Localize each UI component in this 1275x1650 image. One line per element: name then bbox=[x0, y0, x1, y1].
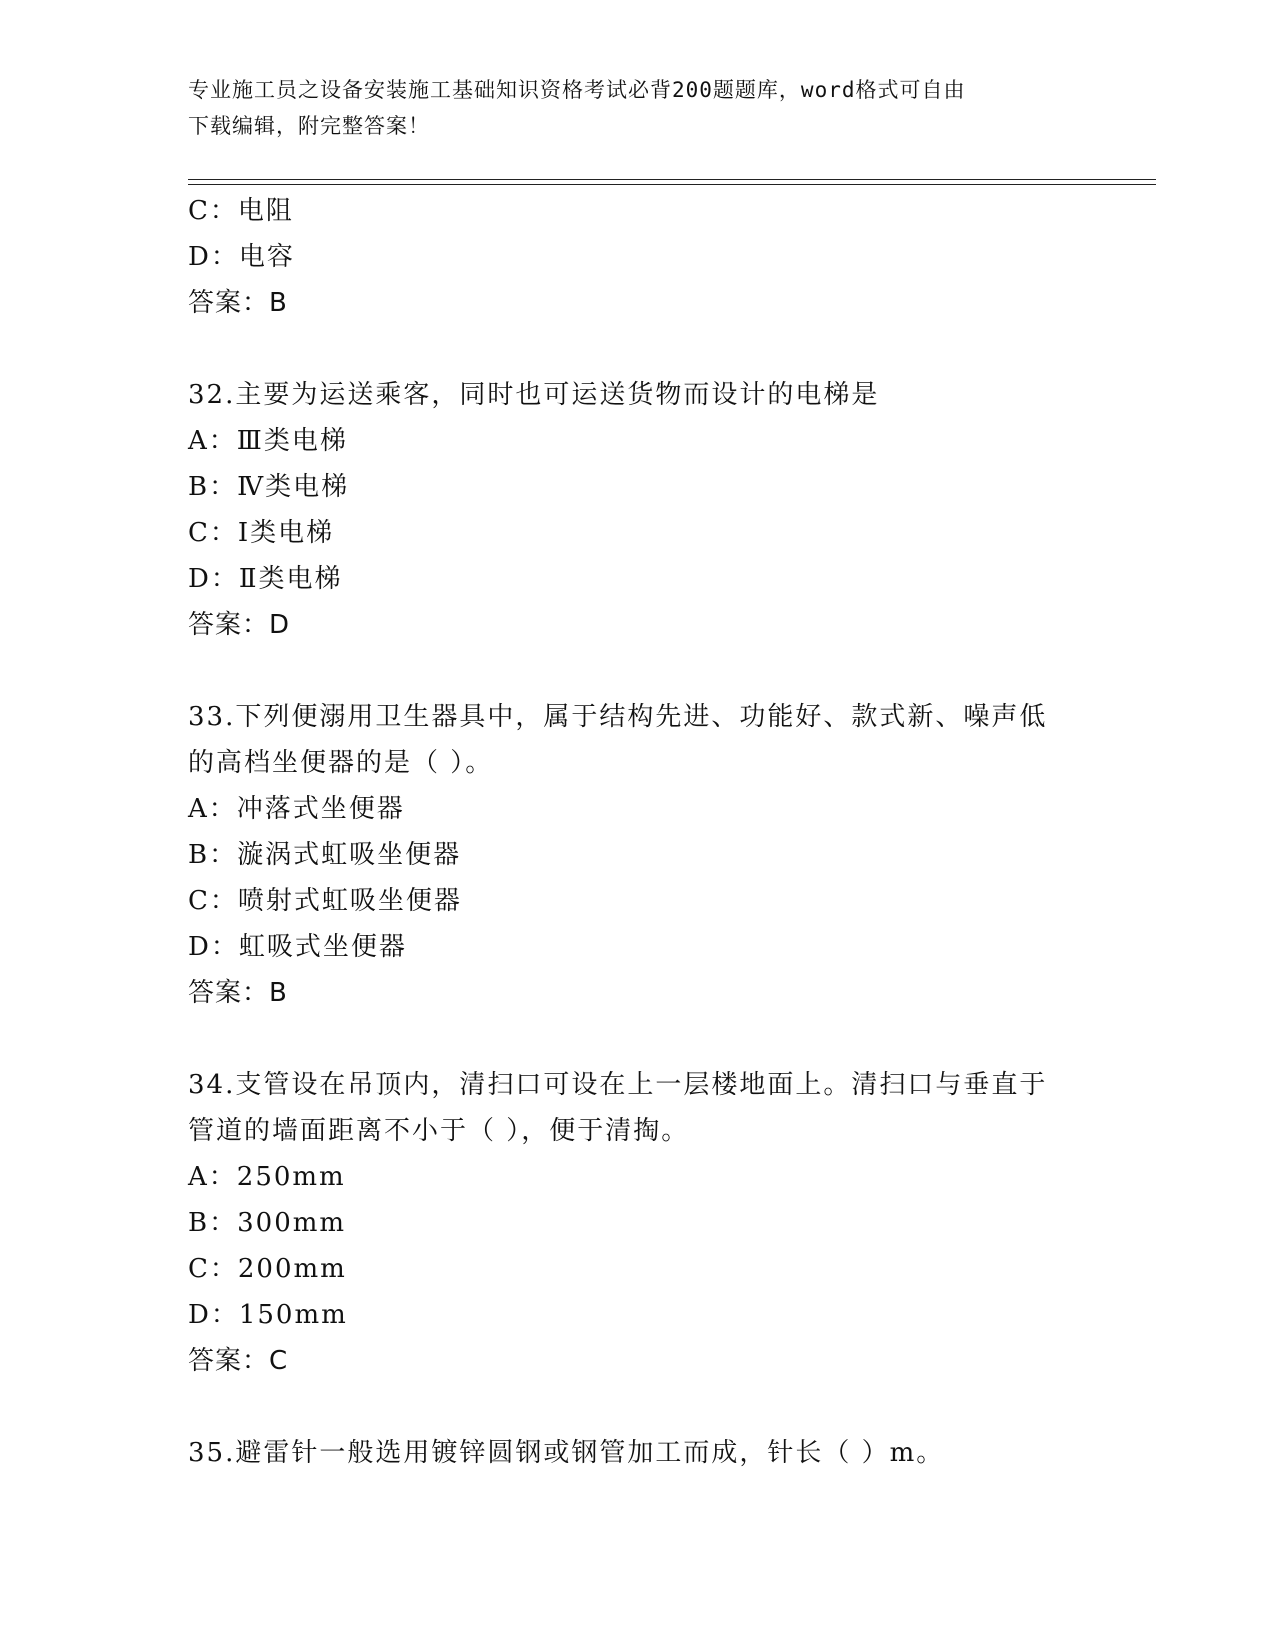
question-stem: 32.主要为运送乘客，同时也可运送货物而设计的电梯是 bbox=[188, 380, 880, 410]
spacer bbox=[188, 1016, 1088, 1062]
question-stem: 34.支管设在吊顶内，清扫口可设在上一层楼地面上。清扫口与垂直于 bbox=[188, 1070, 1048, 1100]
option-a: A：250mm bbox=[188, 1162, 346, 1192]
header-divider-top bbox=[188, 179, 1156, 180]
page-header bbox=[188, 72, 1068, 144]
question-33 bbox=[188, 694, 1088, 1016]
question-35 bbox=[188, 1430, 1088, 1476]
option-d: D：150mm bbox=[188, 1300, 348, 1330]
option-a: A：Ⅲ类电梯 bbox=[188, 426, 348, 456]
question-stem: 35.避雷针一般选用镀锌圆钢或钢管加工而成，针长（ ）m。 bbox=[188, 1438, 945, 1468]
option-a: A：冲落式坐便器 bbox=[188, 794, 405, 824]
question-34 bbox=[188, 1062, 1088, 1384]
question-32 bbox=[188, 372, 1088, 648]
option-d: D：虹吸式坐便器 bbox=[188, 932, 407, 962]
answer-line: 答案：B bbox=[188, 978, 288, 1008]
header-line-2: 下载编辑，附完整答案！ bbox=[188, 114, 430, 138]
spacer bbox=[188, 648, 1088, 694]
question-stem-continued: 管道的墙面距离不小于（ ），便于清掏。 bbox=[188, 1116, 690, 1146]
option-c: C：Ⅰ类电梯 bbox=[188, 518, 335, 548]
spacer bbox=[188, 326, 1088, 372]
spacer bbox=[188, 1384, 1088, 1430]
answer-line: 答案：D bbox=[188, 610, 291, 640]
header-line-1: 专业施工员之设备安装施工基础知识资格考试必背200题题库，word格式可自由 bbox=[188, 78, 966, 102]
option-d: D：Ⅱ类电梯 bbox=[188, 564, 343, 594]
header-divider-bottom bbox=[188, 184, 1156, 185]
answer-line: 答案：C bbox=[188, 1346, 289, 1376]
option-c: C：喷射式虹吸坐便器 bbox=[188, 886, 462, 916]
option-b: B：Ⅳ类电梯 bbox=[188, 472, 350, 502]
question-stem: 33.下列便溺用卫生器具中，属于结构先进、功能好、款式新、噪声低 bbox=[188, 702, 1048, 732]
previous-question-tail bbox=[188, 188, 1088, 326]
option-b: B：漩涡式虹吸坐便器 bbox=[188, 840, 462, 870]
option-c: C：200mm bbox=[188, 1254, 347, 1284]
answer-line: 答案：B bbox=[188, 288, 288, 318]
option-c: C：电阻 bbox=[188, 196, 294, 226]
option-d: D：电容 bbox=[188, 242, 295, 272]
option-b: B：300mm bbox=[188, 1208, 347, 1238]
document-body bbox=[188, 188, 1088, 1476]
question-stem-continued: 的高档坐便器的是（ ）。 bbox=[188, 748, 494, 778]
